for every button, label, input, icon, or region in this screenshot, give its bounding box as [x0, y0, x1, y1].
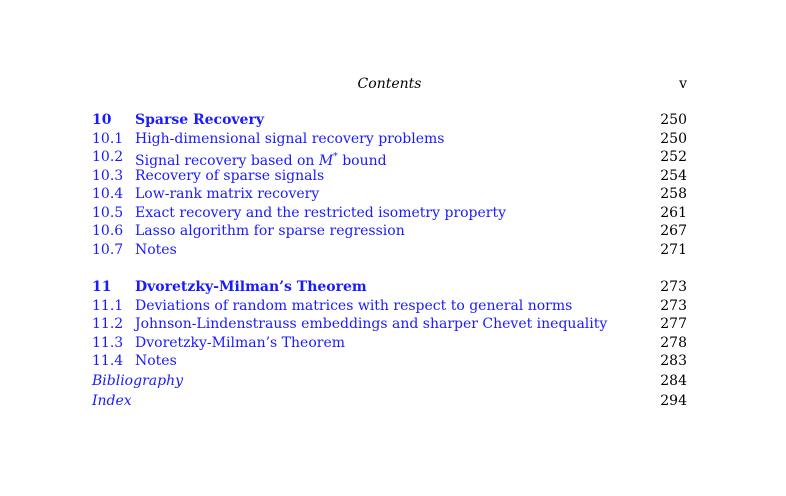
index-link[interactable]: Index	[92, 393, 132, 409]
toc-bibliography[interactable]	[92, 372, 687, 391]
math-variable: M	[318, 153, 334, 169]
chapter-number[interactable]: 10	[92, 112, 112, 128]
running-head-title: Contents	[357, 76, 422, 92]
section-number[interactable]: 10.7	[92, 241, 124, 258]
toc-chapter-11[interactable]	[92, 278, 687, 297]
toc-section-11-3[interactable]	[92, 334, 687, 353]
chapter-title[interactable]: Sparse Recovery	[135, 112, 264, 128]
section-title[interactable]: Deviations of random matrices with respect to general norms	[135, 297, 573, 314]
toc-section-10-1[interactable]	[92, 130, 687, 149]
toc-section-10-2[interactable]	[92, 148, 687, 167]
page-number: 254	[660, 167, 687, 184]
section-number[interactable]: 10.2	[92, 149, 124, 165]
bibliography-link[interactable]: Bibliography	[92, 373, 183, 389]
toc-section-10-4[interactable]	[92, 185, 687, 204]
toc-section-11-1[interactable]	[92, 297, 687, 316]
section-number[interactable]: 10.4	[92, 186, 124, 202]
section-title[interactable]: Notes	[135, 353, 177, 369]
page-number: 250	[660, 112, 687, 128]
page-number: 277	[660, 316, 687, 332]
page-number: 284	[660, 373, 687, 389]
running-head-page-number: v	[679, 76, 687, 92]
table-of-contents	[92, 111, 687, 411]
math-superscript: *	[333, 152, 338, 162]
section-number[interactable]: 10.6	[92, 223, 124, 239]
chapter-title[interactable]: Dvoretzky-Milman’s Theorem	[135, 279, 367, 295]
section-number[interactable]: 11.4	[92, 353, 124, 369]
section-title[interactable]: Johnson-Lindenstrauss embeddings and sharper Chevet inequality	[135, 316, 608, 332]
page-number: 271	[660, 241, 687, 258]
section-title[interactable]: High-dimensional signal recovery problems	[135, 130, 445, 147]
toc-section-11-2[interactable]	[92, 315, 687, 334]
page-number: 278	[660, 334, 687, 351]
section-title[interactable]: Dvoretzky-Milman’s Theorem	[135, 334, 345, 351]
page-number: 283	[660, 353, 687, 369]
toc-index[interactable]	[92, 392, 687, 411]
page-number: 267	[660, 223, 687, 239]
toc-section-11-4[interactable]	[92, 352, 687, 371]
page-number: 294	[660, 393, 687, 409]
page-number: 273	[660, 279, 687, 295]
section-title[interactable]: Exact recovery and the restricted isometry property	[135, 204, 507, 221]
toc-section-10-7[interactable]	[92, 241, 687, 260]
section-number[interactable]: 11.3	[92, 334, 124, 351]
section-title[interactable]: Lasso algorithm for sparse regression	[135, 223, 405, 239]
page-number: 250	[660, 130, 687, 147]
page-number: 252	[660, 149, 687, 165]
running-head	[92, 76, 687, 96]
section-number[interactable]: 10.5	[92, 204, 124, 221]
page-number: 273	[660, 297, 687, 314]
toc-section-10-5[interactable]	[92, 204, 687, 223]
page-number: 261	[660, 204, 687, 221]
section-number[interactable]: 11.1	[92, 297, 124, 314]
section-title[interactable]: Notes	[135, 241, 177, 258]
section-title-text: Signal recovery based on	[135, 153, 319, 169]
section-title[interactable]: Low-rank matrix recovery	[135, 186, 320, 202]
page-number: 258	[660, 186, 687, 202]
chapter-spacer	[92, 259, 687, 278]
section-number[interactable]: 10.1	[92, 130, 124, 147]
toc-section-10-3[interactable]	[92, 167, 687, 186]
section-title-text: bound	[337, 153, 387, 169]
chapter-number[interactable]: 11	[92, 279, 112, 295]
section-number[interactable]: 10.3	[92, 167, 124, 184]
section-number[interactable]: 11.2	[92, 316, 124, 332]
toc-section-10-6[interactable]	[92, 222, 687, 241]
section-title[interactable]: Recovery of sparse signals	[135, 167, 325, 184]
toc-chapter-10[interactable]	[92, 111, 687, 130]
